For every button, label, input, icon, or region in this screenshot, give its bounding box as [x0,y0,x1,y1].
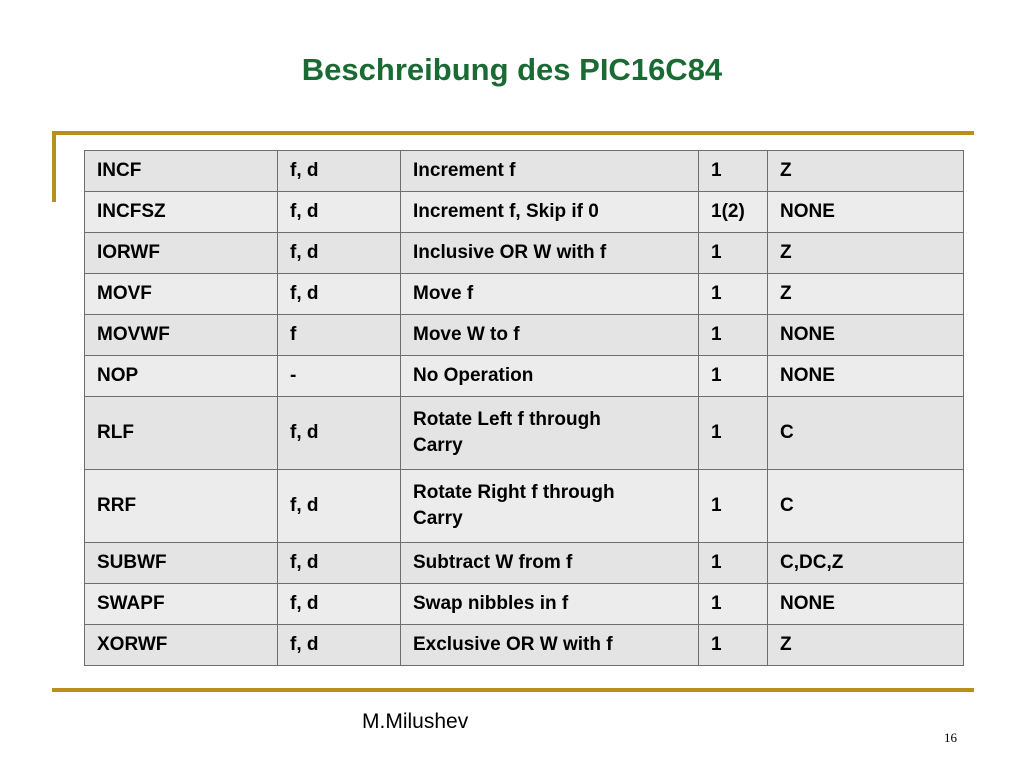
description-cell: Exclusive OR W with f [401,625,699,666]
table-row [85,151,964,192]
cycles-cell: 1 [699,274,768,315]
table-row [85,315,964,356]
status-cell: Z [768,151,964,192]
operands-cell: f, d [278,470,401,543]
table-row [85,543,964,584]
mnemonic-cell: XORWF [85,625,278,666]
operands-cell: - [278,356,401,397]
table-row [85,356,964,397]
operands-cell: f, d [278,151,401,192]
operands-cell: f, d [278,543,401,584]
operands-cell: f, d [278,192,401,233]
page-number: 16 [944,730,957,745]
status-cell: C,DC,Z [768,543,964,584]
mnemonic-cell: MOVF [85,274,278,315]
status-cell: C [768,397,964,470]
cycles-cell: 1 [699,315,768,356]
description-line: Carry [413,508,463,529]
mnemonic-cell: MOVWF [85,315,278,356]
cycles-cell: 1 [699,151,768,192]
description-cell: Inclusive OR W with f [401,233,699,274]
status-cell: Z [768,625,964,666]
description-cell: Move W to f [401,315,699,356]
cycles-cell: 1(2) [699,192,768,233]
operands-cell: f, d [278,274,401,315]
status-cell: NONE [768,192,964,233]
top-rule [52,131,974,135]
mnemonic-cell: SUBWF [85,543,278,584]
table-row [85,274,964,315]
table-row [85,397,964,470]
status-cell: NONE [768,356,964,397]
mnemonic-cell: SWAPF [85,584,278,625]
operands-cell: f, d [278,233,401,274]
instruction-table [84,150,964,666]
description-line: Carry [413,435,463,456]
operands-cell: f, d [278,584,401,625]
operands-cell: f, d [278,397,401,470]
status-cell: Z [768,274,964,315]
cycles-cell: 1 [699,397,768,470]
mnemonic-cell: RLF [85,397,278,470]
description-cell [401,397,699,470]
description-cell: Move f [401,274,699,315]
operands-cell: f, d [278,625,401,666]
mnemonic-cell: NOP [85,356,278,397]
description-cell: Subtract W from f [401,543,699,584]
description-line: Rotate Right f through [413,482,615,503]
cycles-cell: 1 [699,625,768,666]
table-row [85,470,964,543]
table-row [85,233,964,274]
left-rule [52,131,56,202]
cycles-cell: 1 [699,584,768,625]
mnemonic-cell: INCFSZ [85,192,278,233]
description-cell: Increment f, Skip if 0 [401,192,699,233]
description-cell: Swap nibbles in f [401,584,699,625]
status-cell: NONE [768,315,964,356]
mnemonic-cell: RRF [85,470,278,543]
cycles-cell: 1 [699,356,768,397]
status-cell: C [768,470,964,543]
slide-title: Beschreibung des PIC16C84 [301,52,723,87]
cycles-cell: 1 [699,233,768,274]
cycles-cell: 1 [699,470,768,543]
table-row [85,584,964,625]
cycles-cell: 1 [699,543,768,584]
table-row [85,192,964,233]
description-cell [401,470,699,543]
description-line: Rotate Left f through [413,409,601,430]
author-name: M.Milushev [362,710,469,733]
status-cell: Z [768,233,964,274]
mnemonic-cell: INCF [85,151,278,192]
table-row [85,625,964,666]
mnemonic-cell: IORWF [85,233,278,274]
status-cell: NONE [768,584,964,625]
bottom-rule [52,688,974,692]
description-cell: No Operation [401,356,699,397]
operands-cell: f [278,315,401,356]
description-cell: Increment f [401,151,699,192]
